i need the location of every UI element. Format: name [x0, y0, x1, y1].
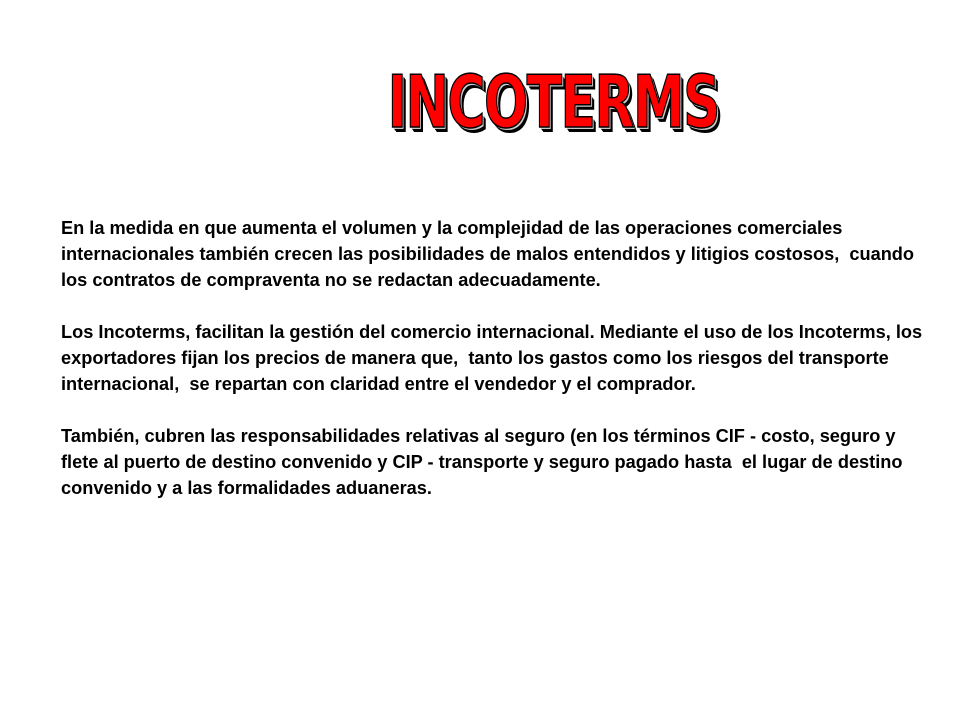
slide-body [61, 215, 931, 527]
paragraph-incoterms-facilitate: Los Incoterms, facilitan la gestión del comercio internacional. Mediante el uso de los Incoterms, los exportadores fijan los precios de manera que, tanto los gastos como los riesgos del transporte internacional, se repartan con claridad entre el vendedor y el comprador. [61, 322, 928, 394]
slide-title: INCOTERMS [387, 60, 720, 144]
paragraph-volume-complexity: En la medida en que aumenta el volumen y la complejidad de las operaciones comerciales internacionales también crecen las posibilidades de malos entendidos y litigios costosos, cuando los contratos de compraventa no se redactan adecuadamente. [61, 218, 920, 290]
paragraph-insurance-responsibilities: También, cubren las responsabilidades relativas al seguro (en los términos CIF - costo, seguro y flete al puerto de destino convenido y CIP - transporte y seguro pagado hasta el lugar de destino convenido y a las formalidades aduaneras. [61, 426, 908, 498]
